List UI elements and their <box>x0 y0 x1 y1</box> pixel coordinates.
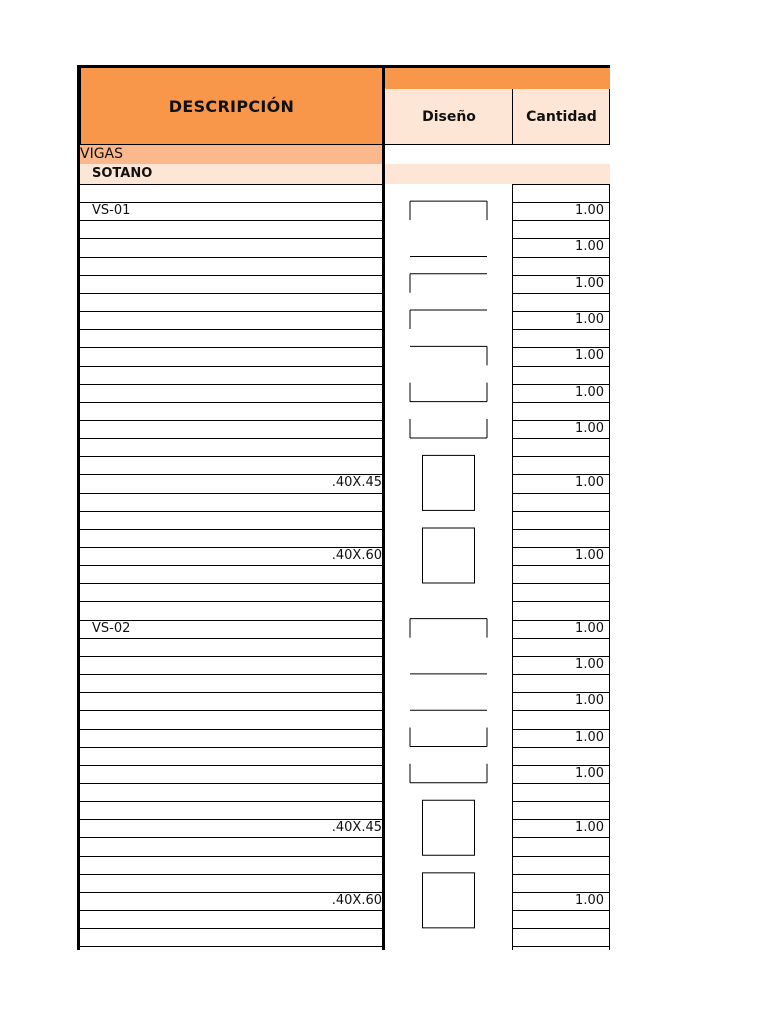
row-divider <box>80 583 382 584</box>
row-divider <box>80 910 382 911</box>
cantidad-value: 1.00 <box>575 384 604 400</box>
stirrup-rectangle-shape <box>423 455 475 510</box>
cantidad-value: 1.00 <box>575 729 604 745</box>
rebar-u-shape <box>410 383 487 402</box>
row-divider <box>80 765 382 766</box>
stirrup-size-label: .40X.45 <box>331 820 382 836</box>
rebar-u-shape <box>410 419 487 438</box>
row-divider <box>80 257 382 258</box>
stirrup-rectangle-shape <box>423 528 475 583</box>
cantidad-value: 1.00 <box>575 420 604 436</box>
cantidad-value: 1.00 <box>575 203 604 219</box>
rebar-open-bottom-shape <box>410 201 487 220</box>
stirrup-size-label: .40X.45 <box>331 475 382 491</box>
row-divider <box>80 674 382 675</box>
table-border-mid <box>382 65 385 950</box>
header-diseno-label: Diseño <box>422 108 476 125</box>
header-descripcion <box>78 65 385 145</box>
subsection-label: SOTANO <box>92 166 153 181</box>
row-divider <box>80 801 382 802</box>
row-divider <box>80 837 382 838</box>
cantidad-value: 1.00 <box>575 892 604 908</box>
section-row <box>80 145 382 164</box>
row-divider <box>80 856 382 857</box>
row-divider <box>80 747 382 748</box>
table-border-left <box>77 65 80 950</box>
row-divider <box>80 946 382 947</box>
cantidad-value: 1.00 <box>575 820 604 836</box>
cantidad-value: 1.00 <box>575 620 604 636</box>
row-divider <box>80 238 382 239</box>
header-diseno <box>385 89 513 145</box>
row-divider <box>80 710 382 711</box>
row-divider <box>80 329 382 330</box>
row-divider <box>80 220 382 221</box>
row-divider <box>80 184 382 185</box>
header-cantidad-label: Cantidad <box>526 108 597 125</box>
rebar-open-bottom-shape <box>410 619 487 638</box>
row-divider <box>80 783 382 784</box>
row-divider <box>80 493 382 494</box>
subsection-row <box>80 164 382 184</box>
cantidad-value: 1.00 <box>575 312 604 328</box>
rebar-hook-left-shape <box>410 310 487 329</box>
cantidad-value: 1.00 <box>575 656 604 672</box>
header-cantidad <box>513 89 610 145</box>
diseno-column <box>385 184 515 954</box>
rebar-u-shape <box>410 728 487 747</box>
row-divider <box>80 311 382 312</box>
row-divider <box>80 511 382 512</box>
stirrup-size-label: .40X.60 <box>331 548 382 563</box>
stirrup-rectangle-shape <box>423 873 475 928</box>
row-divider <box>80 366 382 367</box>
rebar-u-shape <box>410 764 487 783</box>
row-divider <box>80 656 382 657</box>
subsection-band <box>385 164 610 184</box>
row-divider <box>80 438 382 439</box>
row-divider <box>80 565 382 566</box>
rebar-hook-right-shape <box>410 346 487 365</box>
cantidad-value: 1.00 <box>575 765 604 781</box>
cantidad-value: 1.00 <box>575 239 604 255</box>
row-divider <box>80 601 382 602</box>
row-divider <box>80 384 382 385</box>
row-divider <box>80 402 382 403</box>
header-top-band <box>385 65 610 89</box>
beam-label: VS-01 <box>92 203 131 219</box>
row-divider <box>80 456 382 457</box>
rebar-hook-left-shape <box>410 274 487 293</box>
header-descripcion-label: DESCRIPCIÓN <box>168 96 295 116</box>
section-label: VIGAS <box>80 146 124 162</box>
row-divider <box>80 420 382 421</box>
cantidad-value: 1.00 <box>575 275 604 291</box>
cantidad-value: 1.00 <box>575 693 604 709</box>
stirrup-size-label: .40X.60 <box>331 892 382 908</box>
row-divider <box>80 293 382 294</box>
row-divider <box>80 928 382 929</box>
beam-label: VS-02 <box>92 620 131 636</box>
row-divider <box>80 347 382 348</box>
row-divider <box>80 692 382 693</box>
row-divider <box>80 529 382 530</box>
row-divider <box>80 275 382 276</box>
stirrup-rectangle-shape <box>423 800 475 855</box>
cantidad-value: 1.00 <box>575 475 604 491</box>
row-divider <box>80 638 382 639</box>
cantidad-value: 1.00 <box>575 548 604 563</box>
header-divider <box>512 89 513 145</box>
cantidad-value: 1.00 <box>575 348 604 364</box>
header-divider-right <box>609 89 610 145</box>
row-divider <box>80 729 382 730</box>
row-divider <box>80 874 382 875</box>
